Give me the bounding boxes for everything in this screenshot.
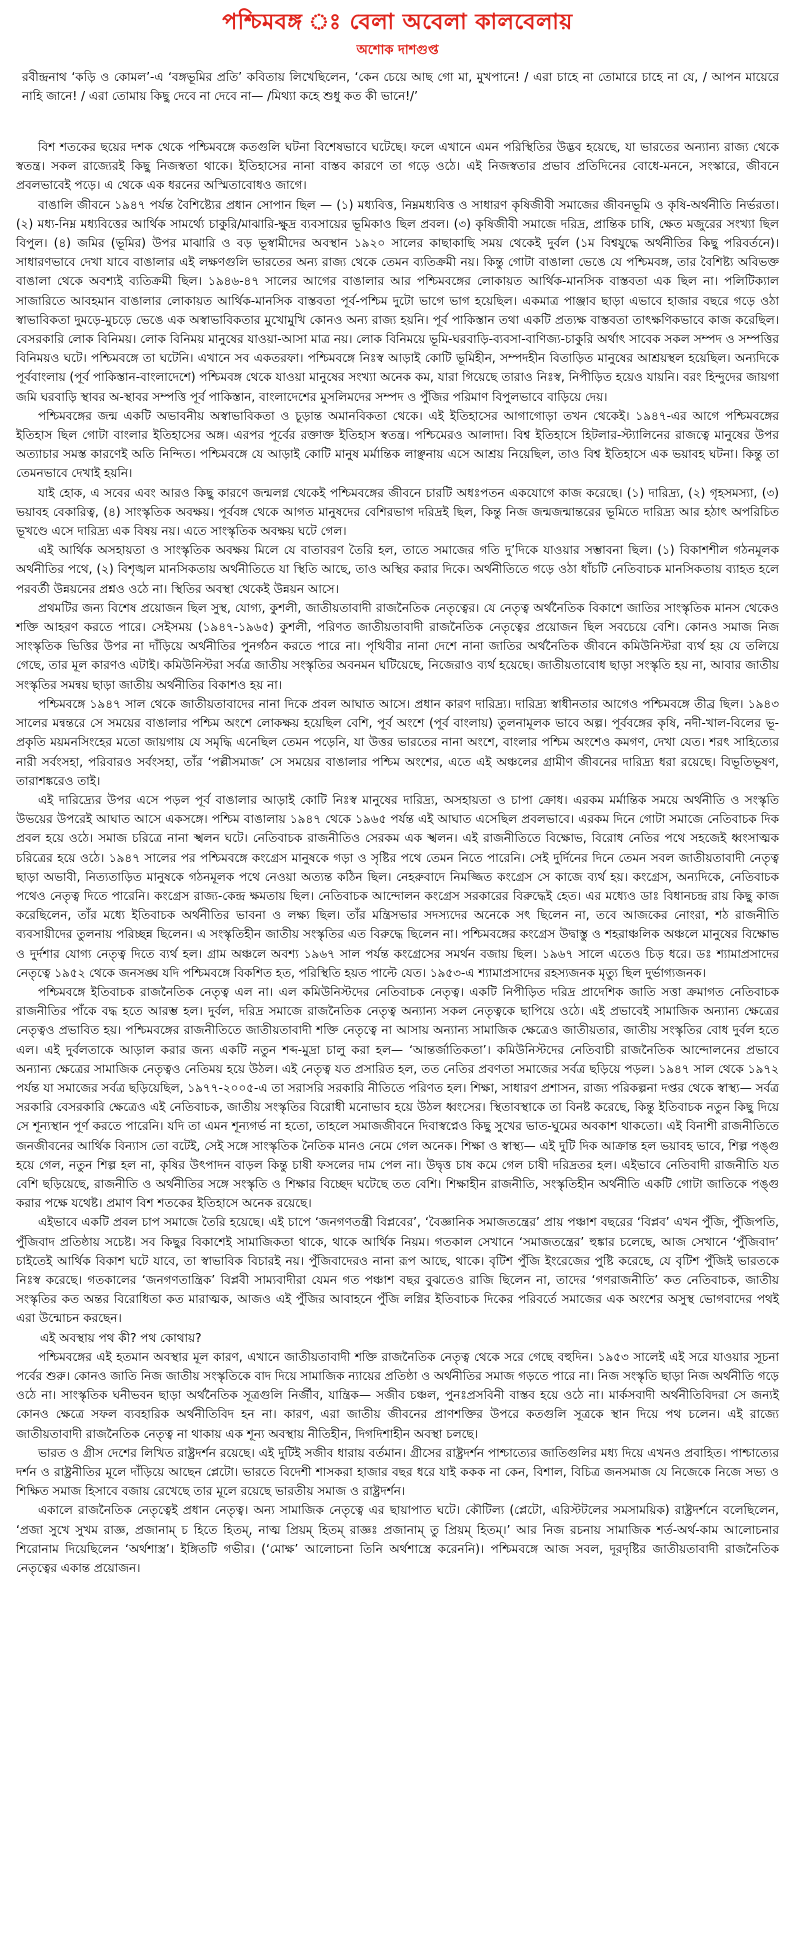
article-body — [16, 138, 779, 1578]
body-paragraph: ভারত ও গ্রীস দেশের লিখিত রাষ্ট্রদর্শন রয়েছে। এই দুটিই সজীব ধারায় বর্তমান। গ্রীসের রাষ্ট্রদর্শন পাশ্চাত্যের জাতিগুলির মধ্য দিয়ে এখনও প্রবাহিত। পাশ্চাত্যের দর্শন ও রাষ্ট্রনীতির মূলে দাঁড়িয়ে আছেন প্লেটো। ভারতে বিদেশী শাসকরা হাজার বছর ধরে যাই ককক না কেন, বিশাল, বিচিত্র জনসমাজ যে নিজেকে নিজে সভ্য ও শিক্ষিত সমাজ হিসাবে বজায় রেখেছে তার মূলে রয়েছে ভারতীয় সমাজ ও রাষ্ট্রদর্শন। — [16, 1445, 779, 1499]
body-paragraph: প্রথমটির জন্য বিশেষ প্রয়োজন ছিল সুস্থ, যোগ্য, কুশলী, জাতীয়তাবাদী রাজনৈতিক নেতৃত্বের। যে নেতৃত্ব অর্থনৈতিক বিকাশে জাতির সাংস্কৃতিক মানস থেকেও শক্তি আহরণ করতে পারে। সেইসময় (১৯৪৭-১৯৬৫) কুশলী, পরিণত জাতীয়তাবাদী রাজনৈতিক নেতৃত্বের প্রয়োজন ছিল সবচেয়ে বেশি। কোনও সমাজ নিজ সাংস্কৃতিক ভিত্তির উপর না দাঁড়িয়ে অর্থনীতির পুনর্গঠন করতে পারে না। পৃথিবীর নানা দেশে নানা জাতির অর্থনৈতিক জীবনে কমিউনিস্টরা ব্যর্থ হয় যে তলিয়ে গেছে, তার মূল কারণও এটাই। কমিউনিস্টরা সর্বত্র জাতীয় সংস্কৃতির অবনমন ঘটিয়েছে, নিজেরাও ব্যর্থ হয়েছে। জাতীয়তাবোধ ছাড়া সংস্কৃতি হয় না, আবার জাতীয় সংস্কৃতির সমন্বয় ছাড়া জাতীয় অর্থনীতির বিকাশও হয় না। — [16, 600, 779, 692]
epigraph-quote: রবীন্দ্রনাথ ‘কড়ি ও কোমল’-এ ‘বঙ্গভূমির প্রতি’ কবিতায় লিখেছিলেন, ‘কেন চেয়ে আছ গো মা, মুখপানে! / এরা চাহে না তোমারে চাহে না যে, / আপন মায়েরে নাহি জানে! / এরা তোমায় কিছু দেবে না দেবে না— /মিথ্যা কহে শুধু কত কী ভানে!/’ — [22, 70, 779, 103]
spacer — [16, 118, 779, 138]
body-paragraph: পশ্চিমবঙ্গের এই হতমান অবস্থার মূল কারণ, এখানে জাতীয়তাবাদী শক্তি রাজনৈতিক নেতৃত্ব থেকে সরে গেছে বহুদিন। ১৯৫৩ সালেই এই সরে যাওয়ার সূচনা পর্বের শুরু। কোনও জাতি নিজ জাতীয় সংস্কৃতিকে বাদ দিয়ে সামাজিক ন্যায়ের প্রতিষ্ঠা ও অর্থনীতির সমাজ গড়তে পারে না। নিজ সংস্কৃতি ছাড়া নিজ অর্থনীতি গড়ে ওঠে না। সাংস্কৃতিক ঘনীভবন ছাড়া অর্থনৈতিক সূত্রগুলি নির্জীব, যান্ত্রিক— সজীব চঞ্চল, পুনঃপ্রসবিনী বাস্তব হয়ে ওঠে না। মার্কসবাদী অর্থনীতিবিদরা সে জন্যই কোনও ক্ষেত্রে সফল ব্যবহারিক অর্থনীতিবিদ হন না। কারণ, এরা জাতীয় জীবনের প্রাণশক্তির উপরে কতগুলি সূত্রকে স্থান দিয়ে পথ চলেন। এই রাজ্যে জাতীয়তাবাদী রাজনৈতিক নেতৃত্ব না থাকায় এক শূন্য অবস্থায় নীতিহীন, দিগদিশাহীন অবস্থা চলছে। — [16, 1349, 779, 1441]
body-paragraph: পশ্চিমবঙ্গের জন্ম একটি অভাবনীয় অস্বাভাবিকতা ও চূড়ান্ত অমানবিকতা থেকে। এই ইতিহাসের আগাগোড়া তখন থেকেই। ১৯৪৭-এর আগে পশ্চিমবঙ্গের ইতিহাস ছিল গোটা বাংলার ইতিহাসের অঙ্গ। এরপর পূর্বের রক্তাক্ত ইতিহাস স্বতন্ত্র। পশ্চিমেরও আলাদা। বিশ্ব ইতিহাসে হিটলার-স্ট্যালিনের রাজত্বে মানুষের উপর অত্যাচার সমস্ত কারণেই অতি নিন্দিত। পশ্চিমবঙ্গে যে আড়াই কোটি মানুষ মর্মান্তিক লাঞ্ছনায় এসে আশ্রয় নিয়েছিল, তাও বিশ্ব ইতিহাসে এক ভয়াবহ ঘটনা। কিন্তু তা তেমনভাবে দেখাই হয়নি। — [16, 408, 779, 481]
body-paragraph: একালে রাজনৈতিক নেতৃত্বেই প্রধান নেতৃত্ব। অন্য সামাজিক নেতৃত্বে এর ছায়াপাত ঘটে। কৌটিল্য (প্লেটো, এরিস্টটলের সমসাময়িক) রাষ্ট্রদর্শনে বলেছিলেন, ‘প্রজা সুখে সুখম রাজ্ঞ, প্রজানাম্ চ হিতে হিতম্, নাত্ম প্রিয়ম্ হিতম্ রাজ্ঞঃ প্রজানাম্ তু প্রিয়ম্ হিতম্।’ আর নিজ রচনায় সামাজিক শর্ত-অর্থ-কাম আলোচনার শিরোনাম দিয়েছিলেন ‘অর্থশাস্ত্র’। ইঙ্গিতটি গভীর। (‘মোক্ষ’ আলোচনা তিনি অর্থশাস্ত্রে করেননি)। পশ্চিমবঙ্গে আজ সবল, দূরদৃষ্টির জাতীয়তাবাদী রাজনৈতিক নেতৃত্বের একান্ত প্রয়োজন। — [16, 1503, 779, 1576]
body-paragraph: এই আর্থিক অসহায়তা ও সাংস্কৃতিক অবক্ষয় মিলে যে বাতাবরণ তৈরি হল, তাতে সমাজের গতি দু’দিকে যাওয়ার সম্ভাবনা ছিল। (১) বিকাশশীল গঠনমূলক অর্থনীতির পথে, (২) বিশৃঙ্খল মানসিকতায় অর্থনীতিতে যা স্থিতি আছে, তাও অস্থির করার দিকে। অর্থনীতিতে গড়ে ওঠা ধাঁচটি নেতিবাচক মানসিকতায় ব্যাহত হলে পরবর্তী উন্নয়নের প্রশ্নও ওঠে না। স্থিতির অবস্থা থেকেই উন্নয়ন আসে। — [16, 543, 779, 596]
body-paragraph: পশ্চিমবঙ্গে ১৯৪৭ সাল থেকে জাতীয়তাবাদের নানা দিকে প্রবল আঘাত আসে। প্রধান কারণ দারিদ্র্য। দারিদ্র্য স্বাধীনতার আগেও পশ্চিমবঙ্গে তীব্র ছিল। ১৯৪৩ সালের মন্বন্তরে সে সময়ের বাঙালার পশ্চিম অংশে লোকক্ষয় হয়েছিল বেশি, পূর্ব অংশে (পূর্ব বাংলায়) তুলনামূলক ভাবে অল্প। পূর্ববঙ্গের কৃষি, নদী-খাল-বিলের ভূ-প্রকৃতি ময়মনসিংহের মতো জায়গায় যে সমৃদ্ধি এনেছিল তেমন পড়েনি, যা উত্তর ভারতের নানা অংশে, বাংলার পশ্চিম অংশেও কমগণ, দেখা যেত। শরৎ সাহিত্যের নারী সর্বংসহা, পরিবারও সর্বংসহা, তাঁর ‘পল্লীসমাজ’ সে সময়ের বাঙালার পশ্চিম অংশের, এতে এই অঞ্চলের গ্রামীণ জীবনের দারিদ্র্য ধরা রয়েছে। বিভূতিভূষণ, তারাশঙ্করেও তাই। — [16, 696, 779, 788]
body-paragraph: পশ্চিমবঙ্গে ইতিবাচক রাজনৈতিক নেতৃত্ব এল না। এল কমিউনিস্টদের নেতিবাচক নেতৃত্ব। একটি নিপীড়িত দরিদ্র প্রাদেশিক জাতি সত্তা ক্রমাগত নেতিবাচক রাজনীতির পাঁকে বদ্ধ হতে আরম্ভ হল। দুর্বল, দরিদ্র সমাজে রাজনৈতিক নেতৃত্ব অন্যান্য সকল নেতৃত্বকে ছাপিয়ে ওঠে। এই প্রভাবেই সামাজিক অন্যান্য ক্ষেত্রের নেতৃত্বও প্রভাবিত হয়। পশ্চিমবঙ্গের রাজনীতিতে জাতীয়তাবাদী শক্তি নেতৃত্বে না আসায় অন্যান্য সামাজিক ক্ষেত্রেও জাতীয়তার, জাতীয় সংস্কৃতির বোধ দুর্বল হতে এল। এই দুর্বলতাকে আড়াল করার জন্য একটি নতুন শব্দ-মুদ্রা চালু করা হল— ‘আন্তর্জাতিকতা’। কমিউনিস্টদের নেতিবাচী রাজনৈতিক আন্দোলনের প্রভাবে অন্যান্য ক্ষেত্রের সামাজিক নেতৃত্বও নেতিময় হয়ে উঠল। এই নেতৃত্ব যত প্রসারিত হল, তত নেতির প্রবণতা সমাজের সর্বত্র ছড়িয়ে পড়ল। ১৯৪৭ সাল থেকে ১৯৭২ পর্যন্ত যা সমাজের সর্বত্র ছড়িয়েছিল, ১৯৭৭-২০০৫-এ তা সরাসরি সরকারি নীতিতে পরিণত হল। শিক্ষা, সাধারণ প্রশাসন, রাজ্য পরিকল্পনা দপ্তর থেকে স্বাস্থ্য— সর্বত্র সরকারি বেসরকারি ক্ষেত্রেও এই নেতিবাচক, জাতীয় সংস্কৃতির বিরোধী মনোভাব হয়ে উঠল ধ্বংসের। স্থিতাবস্থাকে তা বিনষ্ট করেছে, কিন্তু ইতিবাচক নতুন কিছু দিয়ে সে শূন্যস্থান পূর্ণ করতে পারেনি। যদি তা এমন শূন্যগর্ভ না হতো, তাহলে সমাজজীবনে দিবাস্বপ্নেও কিছু সুখের ভাত-ঘুমের অবকাশ থাকতো। এই বিনাশী রাজনীতিতে জনজীবনের আর্থিক বিন্যাস তো বটেই, সেই সঙ্গে সাংস্কৃতিক নৈতিক মানও নেমে গেল অনেক। শিক্ষা ও স্বাস্থ্য— এই দুটি দিক আক্রান্ত হল ভয়াবহ ভাবে, শিল্প পঙ্গু হয়ে গেল, নতুন শিল্প হল না, কৃষির উৎপাদন বাড়ল কিন্তু চাষী ফসলের দাম পেল না। উদ্বৃত্ত চাষ কমে গেল চাষী দরিদ্রতর হল। এইভাবে নেতিবাদী রাজনীতি যত বেশি ছড়িয়েছে, রাজনীতি ও অর্থনীতির সঙ্গে সংস্কৃতি ও শিক্ষার বিচ্ছেদ ঘটেছে তত বেশি। শিক্ষাহীন রাজনীতি, সংস্কৃতিহীন অর্থনীতি একটি গোটা জাতিকে পঙ্গু করার পক্ষে যথেষ্ট। প্রমাণ বিশ শতকের ইতিহাসে অনেক রয়েছে। — [16, 984, 779, 1211]
body-paragraph: বাঙালি জীবনে ১৯৪৭ পর্যন্ত বৈশিষ্ট্যের প্রধান সোপান ছিল — (১) মধ্যবিত্ত, নিম্নমধ্যবিত্ত ও সাধারণ কৃষিজীবী সমাজের জীবনভূমি ও কৃষি-অর্থনীতি নির্ভরতা। (২) মধ্য-নিম্ন মধ্যবিত্তের আর্থিক সামর্থ্যে চাকুরি/মাঝারি-ক্ষুদ্র ব্যবসায়ের ভূমিকাও ছিল প্রবল। (৩) কৃষিজীবী সমাজে দরিদ্র, প্রান্তিক চাষি, ক্ষেত মজুরের সংখ্যা ছিল বিপুল। (৪) জমির (ভূমির) উপর মাঝারি ও বড় ভূস্বামীদের অবস্থান ১৯২০ সালের কাছাকাছি সময় থেকেই দুর্বল (১ম বিশ্বযুদ্ধে অর্থনীতির কিছু পরিবর্তনে)। সাধারণভাবে দেখা যাবে বাঙালার এই লক্ষণগুলি ভারতের অন্য রাজ্য থেকে তেমন ব্যতিক্রমী নয়। কিন্তু গোটা বাঙালা ভেঙে যে পশ্চিমবঙ্গ, তার বৈশিষ্ট্য অবিভক্ত বাঙালা থেকে অবশ্যই ব্যতিক্রমী ছিল। ১৯৪৬-৪৭ সালের আগের বাঙালার আর পশ্চিমবঙ্গের লোকায়ত আর্থিক-মানসিক বাস্তবতা এক ছিল না। পলিটিক্যাল সাজারিতে আবহমান বাঙালার লোকায়ত আর্থিক-মানসিক বাস্তবতা পূর্ব-পশ্চিম দুটো ভাগে ভাগ হয়েছিল। একমাত্র পাঞ্জাব ছাড়া এভাবে হাজার বছরে গড়ে ওঠা স্বাভাবিকতা দুমড়ে-মুচড়ে ভেঙে এক অস্বাভাবিকতার মুখোমুখি কোনও অন্য রাজ্য হয়নি। পূর্ব পাকিস্তান তথা একটি প্রত্যক্ষ বাস্তবতা তাৎক্ষণিকভাবে কাজ করেছিল। বেসরকারি লোক বিনিময়। লোক বিনিময় মানুষের যাওয়া-আসা মাত্র নয়। লোক বিনিময়ে ভূমি-ঘরবাড়ি-ব্যবসা-বাণিজ্য-চাকুরি অর্থাৎ সাবেক সকল সম্পদ ও সম্পত্তির বিনিময়ও ঘটে। পশ্চিমবঙ্গে তা ঘটেনি। এখানে সব একতরফা। পশ্চিমবঙ্গে নিঃস্ব আড়াই কোটি ভূমিহীন, সম্পদহীন বিতাড়িত মানুষের আশ্রয়স্থল হয়েছিল। অন্যদিকে পূর্ববাংলায় (পূর্ব পাকিস্তান-বাংলাদেশে) পশ্চিমবঙ্গ থেকে যাওয়া মানুষের সংখ্যা অনেক কম, যারা গিয়েছে তারাও নিঃস্ব, নিপীড়িত হয়েও যায়নি। বরং হিন্দুদের জায়গা জমি ঘরবাড়ি স্থাবর অ-স্থাবর সম্পত্তি পূর্ব পাকিস্তান, বাংলাদেশের মুসলিমদের সম্পদ ও পুঁজির পরিমাণ বিপুলভাবে বাড়িয়ে দেয়। — [16, 197, 779, 404]
body-paragraph: যাই হোক, এ সবের এবং আরও কিছু কারণে জন্মলগ্ন থেকেই পশ্চিমবঙ্গের জীবনে চারটি অধঃপতন একযোগে কাজ করেছে। (১) দারিদ্র্য, (২) গৃহসমস্যা, (৩) ভয়াবহ বেকারিত্ব, (৪) সাংস্কৃতিক অবক্ষয়। পূর্ববঙ্গ থেকে আগত মানুষদের বেশিরভাগ দরিদ্রই ছিল, কিন্তু নিজ জন্মজন্মান্তরের ভূমিতে দারিদ্র্য আর হঠাৎ অপরিচিত ভূখণ্ডে এসে দারিদ্র্য এক বিষয় নয়। এতে সাংস্কৃতিক অবক্ষয় ঘটে গেল। — [16, 485, 779, 539]
body-paragraph: বিশ শতকের ছয়ের দশক থেকে পশ্চিমবঙ্গে কতগুলি ঘটনা বিশেষভাবে ঘটেছে। ফলে এখানে এমন পরিস্থিতির উদ্ভব হয়েছে, যা ভারতের অন্যান্য রাজ্য থেকে স্বতন্ত্র। সকল রাজ্যেরই কিছু নিজস্বতা থাকে। ইতিহাসের নানা বাস্তব কারণে তা গড়ে ওঠে। এই নিজস্বতার প্রভাব প্রতিদিনের বোধে-মননে, সংস্কারে, জীবনে প্রবলভাবেই পড়ে। এ থেকে এক ধরনের অস্মিতাবোধও জাগে। — [16, 140, 779, 193]
article-author: অশোক দাশগুপ্ত — [356, 43, 439, 58]
body-paragraph: এইভাবে একটি প্রবল চাপ সমাজে তৈরি হয়েছে। এই চাপে ‘জনগণতন্ত্রী বিপ্লবের’, ‘বৈজ্ঞানিক সমাজতন্ত্রের’ প্রায় পঞ্চাশ বছরের ‘বিপ্লব’ এখন পুঁজি, পুঁজিপতি, পুঁজিবাদ প্রতিষ্ঠায় সচেষ্ট। সব কিছুর বিকাশেই সামাজিকতা থাকে, থাকে আর্থিক নিয়ম। গতকাল সেখানে ‘সমাজতন্ত্রের’ হুঙ্কার চলেছে, আজ সেখানে ‘পুঁজিবাদ’ চাইতেই আর্থিক বিকাশ ঘটে যাবে, তা স্বাভাবিক বিচারই নয়। পুঁজিবাদেরও নানা রূপ আছে, থাকে। বৃটিশ পুঁজি ইংরেজের পুষ্টি করেছে, যে বৃটিশ পুঁজিই ভারতকে নিঃস্ব করেছে। গতকালের ‘জনগণতান্ত্রিক’ বিপ্লবী সাম্যবাদীরা যেমন গত পঞ্চাশ বছর বুঝতেও রাজি ছিলেন না, তাদের ‘গণরাজনীতি’ কত নেতিবাচক, জাতীয় সংস্কৃতির কত অন্তর বিরোধিতা কত মারাত্মক, আজও এই পুঁজির আবাহনে পুঁজি লগ্নির ইতিবাচক দিকের পরিবর্তে সমাজের এক অংশের অসুস্থ ভোগবাদের পথই এরা উন্মোচন করছেন। — [16, 1215, 779, 1326]
section-question: এই অবস্থায় পথ কী? পথ কোথায়? — [40, 1330, 202, 1345]
body-paragraph: এই দারিদ্র্যের উপর এসে পড়ল পূর্ব বাঙালার আড়াই কোটি নিঃস্ব মানুষের দারিদ্র্য, অসহায়তা ও চাপা ক্রোধ। এরকম মর্মান্তিক সময়ে অর্থনীতি ও সংস্কৃতি উভয়ের উপরেই আঘাত আসে একসঙ্গে। পশ্চিম বাঙালায় ১৯৪৭ থেকে ১৯৬৫ পর্যন্ত এই আঘাত এসেছিল প্রবলভাবে। এরকম দিনে গোটা সমাজে নেতিবাচক দিক প্রবল হয়ে ওঠে। সমাজ চরিত্রে নানা স্খলন ঘটে। নেতিবাচক রাজনীতিও সেরকম এক স্খলন। এই রাজনীতিতে বিক্ষোভ, বিরোধ নেতির পথে সহজেই ধ্বংসাত্মক চরিত্রের হয়ে ওঠে। ১৯৪৭ সালের পর পশ্চিমবঙ্গে কংগ্রেস মানুষকে গড়া ও সৃষ্টির পথে তেমন নিতে পারেনি। সেই দুর্দিনের দিনে তেমন সবল জাতীয়তাবাদী নেতৃত্ব ছাড়া অভাবী, নিত্যতাড়িত মানুষকে গঠনমূলক পথে নেওয়া অত্যন্ত কঠিন ছিল। নেহরুবাদে নিমজ্জিত কংগ্রেস সে কাজে ব্যর্থ হয়। কংগ্রেস, অন্যদিকে, নেতিবাচক পথেও নেতৃত্ব দিতে পারেনি। কংগ্রেস রাজ্য-কেন্দ্র ক্ষমতায় ছিল। নেতিবাচক আন্দোলন কংগ্রেস সরকারের বিরুদ্ধেই হেত। এর মধ্যেও ডাঃ বিধানচন্দ্র রায় কিছু কাজ করেছিলেন, তাঁর মধ্যে ইতিবাচক অর্থনীতির ভাবনা ও লক্ষ্য ছিল। তাঁর মন্ত্রিসভার সদস্যদের অনেকে সৎ ছিলেন না, তবে আজকের নোংরা, শঠ রাজনীতি ব্যবসায়ীদের তুলনায় পরিচ্ছন্ন ছিলেন। এ সংস্কৃতিহীন জাতীয় সংস্কৃতির এত বিরুদ্ধে ছিলেন না। পশ্চিমবঙ্গের কংগ্রেস উদ্বাস্তু ও শহরাঞ্চলিক অঞ্চলে মানুষের বিক্ষোভ ও দুর্দশার যোগ্য নেতৃত্ব দিতে ব্যর্থ হল। গ্রাম অঞ্চলে অবশ্য ১৯৬৭ সাল পর্যন্ত কংগ্রেসের সমর্থন বজায় ছিল। ১৯৬৭ সালে এতেও চিড় ধরে। ডঃ শ্যামাপ্রসাদের নেতৃত্বে ১৯৫২ থেকে জনসঙ্ঘ যদি পশ্চিমবঙ্গে বিকশিত হত, পরিস্থিতি হয়ত পাল্টে যেত। ১৯৫৩-এ শ্যামাপ্রসাদের রহস্যজনক মৃত্যু ছিল দুর্ভাগ্যজনক। — [16, 792, 779, 980]
article-title: পশ্চিমবঙ্গ ঃ বেলা অবেলা কালবেলায় — [222, 10, 573, 35]
